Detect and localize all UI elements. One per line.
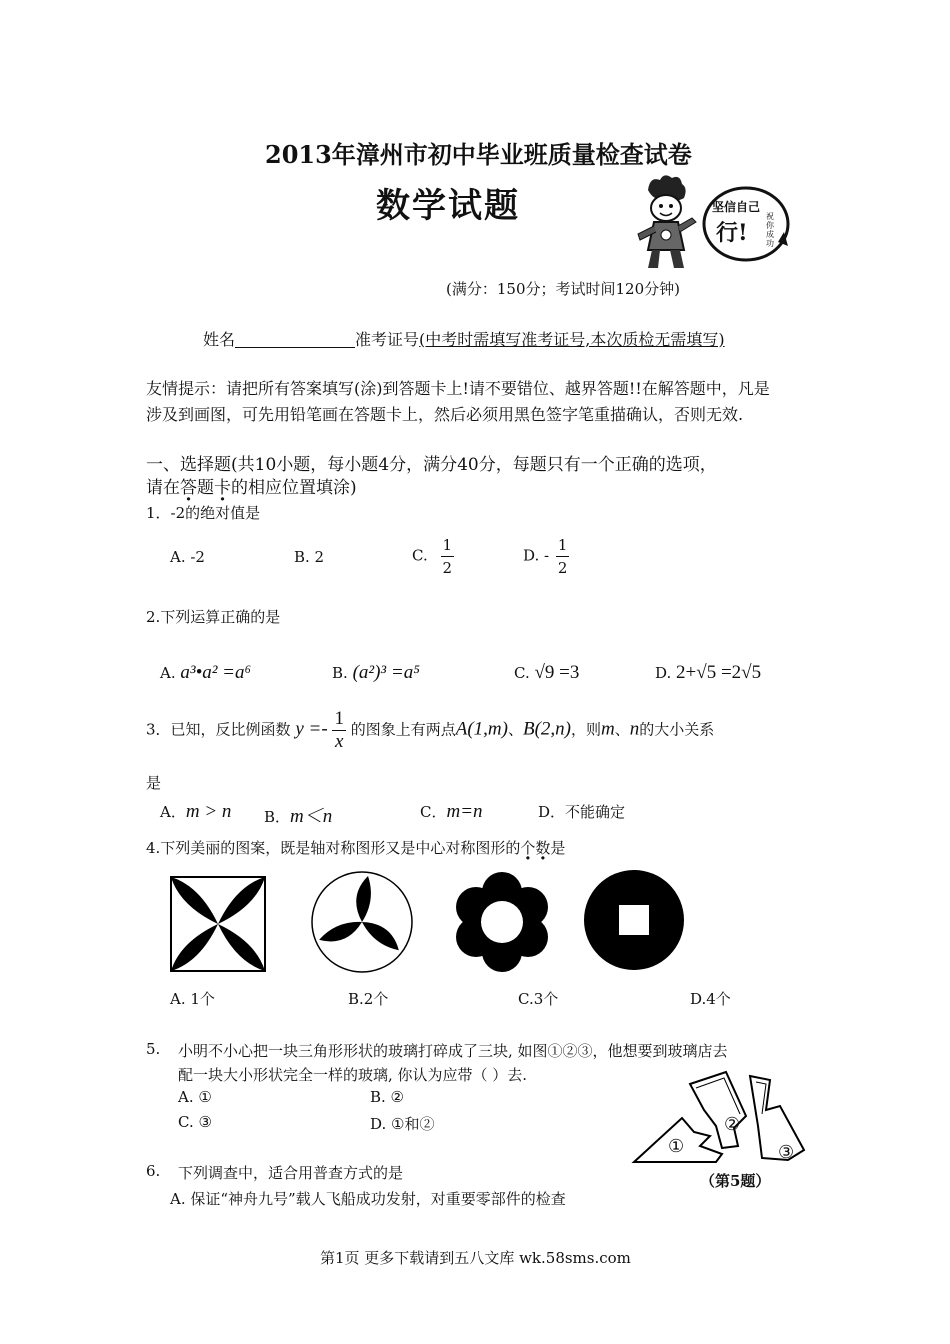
q5-stem-line2: 配一块大小形状完全一样的玻璃, 你认为应带（ ）去. (178, 1066, 528, 1084)
pattern-circle-blades (310, 870, 414, 974)
mascot-side-text: 祝你成功 (766, 212, 774, 248)
q2-option-b[interactable]: B. (a²)³ =a⁵ (332, 662, 420, 683)
piece-2-label: ② (724, 1114, 741, 1135)
q5-number: 5. (146, 1040, 161, 1058)
q5-option-d[interactable]: D. ①和② (370, 1115, 435, 1133)
q4-option-b[interactable]: B.2个 (348, 990, 389, 1008)
q3-option-a[interactable]: A．m > n (160, 801, 232, 822)
mascot-illustration (628, 172, 790, 272)
q3-stem-end: 是 (146, 774, 162, 792)
q1-option-b[interactable]: B. 2 (294, 548, 325, 566)
q5-option-c[interactable]: C. ③ (178, 1113, 212, 1131)
q4-option-d[interactable]: D.4个 (690, 990, 731, 1008)
tip-line-1: 友情提示：请把所有答案填写(涂)到答题卡上!请不要错位、越界答题!!在解答题中，凡是 (146, 379, 770, 398)
q4-stem: 4.下列美丽的图案，既是轴对称图形又是中心对称图形的个数是 (146, 839, 566, 857)
q5-option-a[interactable]: A. ① (178, 1088, 212, 1106)
q1-option-a[interactable]: A. -2 (170, 548, 205, 566)
piece-1-label: ① (668, 1136, 685, 1157)
pattern-square-petals (170, 876, 266, 972)
name-field[interactable] (235, 331, 355, 348)
figure-5-caption: （第5题） (700, 1172, 771, 1190)
q2-option-a[interactable]: A. a³•a² =a⁶ (160, 662, 252, 683)
q1-option-d[interactable]: D. - $\frac{1}{2}$ (523, 536, 568, 577)
q2-stem: 2.下列运算正确的是 (146, 608, 281, 626)
id-label: 准考证号 (355, 330, 420, 349)
candidate-line (203, 327, 725, 350)
id-note: (中考时需填写准考证号,本次质检无需填写) (419, 330, 725, 349)
q4-option-a[interactable]: A. 1个 (170, 990, 215, 1008)
q2-option-d[interactable]: D. 2+√5 =2√5 (655, 662, 762, 683)
name-label: 姓名 (203, 330, 236, 349)
pattern-coin (584, 870, 684, 970)
q6-option-a[interactable]: A. 保证“神舟九号”载人飞船成功发射，对重要零部件的检查 (170, 1190, 566, 1208)
mascot-bubble-text: 坚信自己 (712, 200, 761, 214)
section1-heading-line1: 一、选择题(共10小题，每小题4分，满分40分，每题只有一个正确的选项， (146, 455, 717, 475)
q6-stem: 下列调查中，适合用普查方式的是 (178, 1164, 404, 1182)
mascot-big-text: 行! (716, 220, 748, 246)
q2-option-c[interactable]: C. √9 =3 (514, 662, 580, 683)
q1-option-c[interactable]: C. $\frac{1}{2}$ (412, 536, 453, 577)
exam-info: (满分：150分；考试时间120分钟) (446, 280, 680, 298)
q1-stem: 1．-2的绝对值是 (146, 504, 261, 522)
pattern-flower (450, 870, 554, 974)
q4-option-c[interactable]: C.3个 (518, 990, 559, 1008)
q5-option-b[interactable]: B. ② (370, 1088, 405, 1106)
subject-title: 数学试题 (376, 186, 520, 226)
section1-heading-line2: 请在答题卡的相应位置填涂) (146, 478, 357, 498)
q3-stem: 3．已知，反比例函数 y =- $\frac{1}{x}$ 的图象上有两点A(1,m)、B(2,n)，则m、n的大小关系 (146, 708, 715, 752)
piece-3-label: ③ (778, 1142, 795, 1163)
q6-number: 6. (146, 1162, 161, 1180)
tip-line-2: 涉及到画图，可先用铅笔画在答题卡上，然后必须用黑色签字笔重描确认，否则无效. (146, 405, 744, 424)
page-footer: 第1页 更多下载请到五八文库 wk.58sms.com (320, 1249, 631, 1267)
q3-option-d[interactable]: D．不能确定 (538, 803, 626, 821)
q3-option-b[interactable]: B．m＜n (264, 806, 333, 827)
q3-option-c[interactable]: C．m=n (420, 801, 483, 822)
exam-title: 2013年漳州市初中毕业班质量检查试卷 (265, 140, 692, 169)
q5-stem-line1: 小明不小心把一块三角形形状的玻璃打碎成了三块, 如图①②③，他想要到玻璃店去 (178, 1042, 728, 1060)
